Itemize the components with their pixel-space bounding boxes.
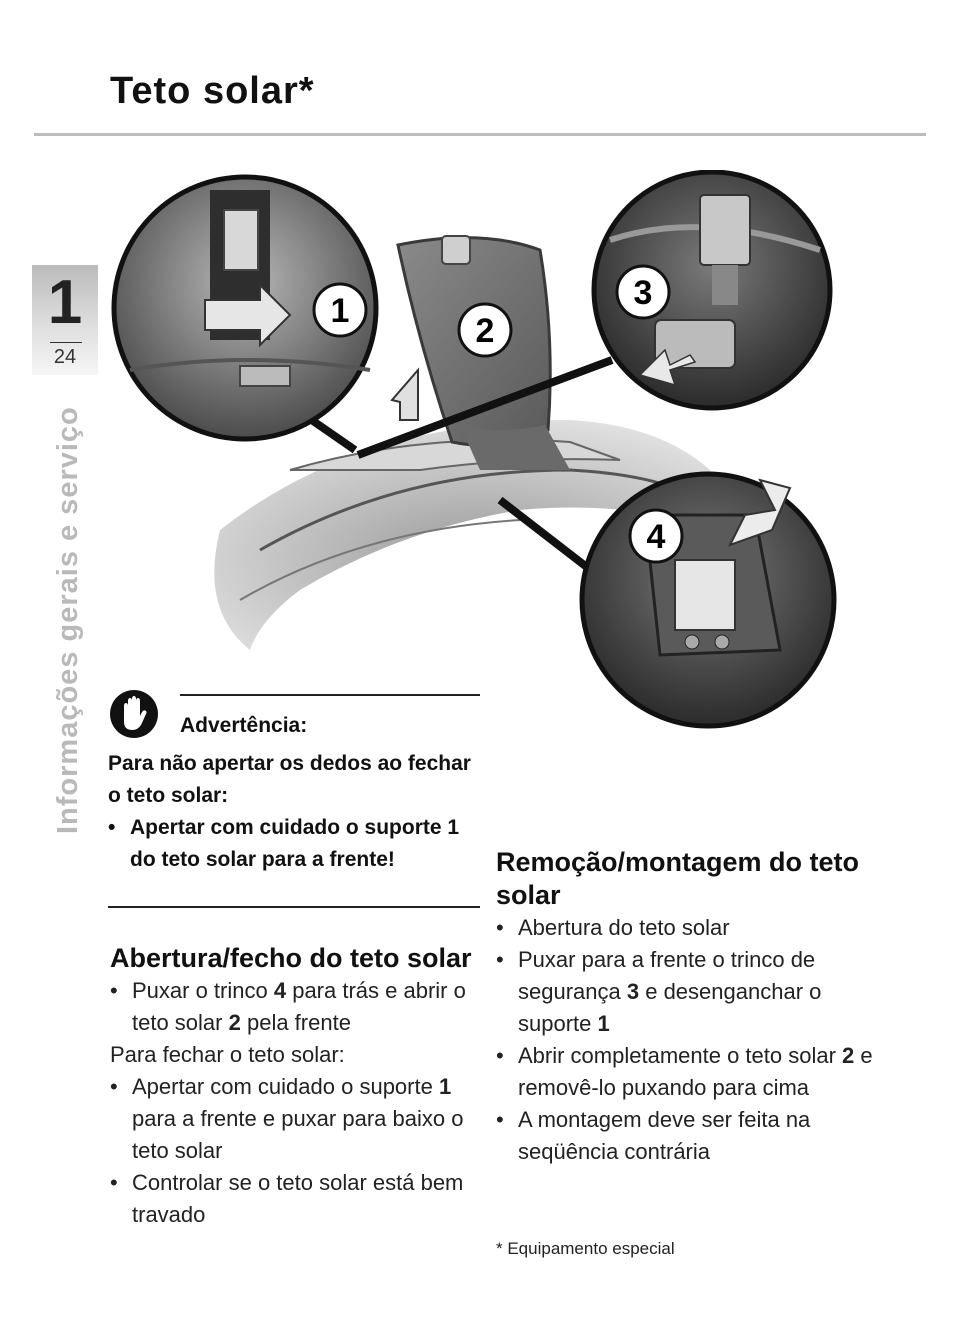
callout-2-label: 2 <box>475 312 495 350</box>
callout-4 <box>630 510 682 562</box>
chapter-number: 1 <box>47 268 83 337</box>
warning-top-rule <box>180 694 480 696</box>
callout-1-label: 1 <box>330 292 350 330</box>
section-opening-list <box>110 975 490 1231</box>
side-chapter-label: Informações gerais e serviço <box>52 406 84 834</box>
callout-1 <box>314 284 366 336</box>
section-opening <box>110 942 490 1231</box>
section-opening-title: Abertura/fecho do teto solar <box>110 943 472 973</box>
section-removal <box>496 846 876 1168</box>
callout-3 <box>617 266 669 318</box>
hand-stop-icon <box>108 688 160 740</box>
list-item: • Abrir completamente o teto solar 2 e removê-lo puxando para cima <box>496 1040 876 1104</box>
lift-arrow-icon <box>392 370 418 420</box>
list-item: • A montagem deve ser feita na seqüência contrária <box>496 1104 876 1168</box>
list-item: • Abertura do teto solar <box>496 912 876 944</box>
detail-circle-4 <box>582 474 834 726</box>
list-item: • Apertar com cuidado o suporte 1 para a frente e puxar para baixo o teto solar <box>110 1071 490 1167</box>
section-removal-list <box>496 912 876 1168</box>
section-removal-title: Remoção/montagem do teto solar <box>496 847 860 910</box>
warning-body <box>108 748 480 876</box>
warning-bottom-rule <box>108 906 480 908</box>
sunroof-illustration <box>100 170 860 750</box>
page-number: 24 <box>53 346 77 368</box>
callout-3-label: 3 <box>633 274 653 312</box>
list-item: • Puxar o trinco 4 para trás e abrir o teto solar 2 pela frente <box>110 975 490 1039</box>
warning-bullet: • Apertar com cuidado o suporte 1 do teto solar para a frente! <box>108 812 480 876</box>
list-item: • Puxar para a frente o trinco de segurança 3 e desenganchar o suporte 1 <box>496 944 876 1040</box>
footnote: * Equipamento especial <box>496 1239 675 1258</box>
page-title: Teto solar* <box>110 70 315 112</box>
warning-intro: Para não apertar os dedos ao fechar o teto solar: <box>108 752 471 807</box>
title-divider <box>34 133 926 136</box>
warning-title: Advertência: <box>180 714 308 737</box>
callout-2 <box>459 304 511 356</box>
chapter-divider <box>50 342 82 343</box>
callout-4-label: 4 <box>646 518 666 556</box>
list-item: • Controlar se o teto solar está bem travado <box>110 1167 490 1231</box>
list-paragraph: Para fechar o teto solar: <box>110 1042 345 1067</box>
